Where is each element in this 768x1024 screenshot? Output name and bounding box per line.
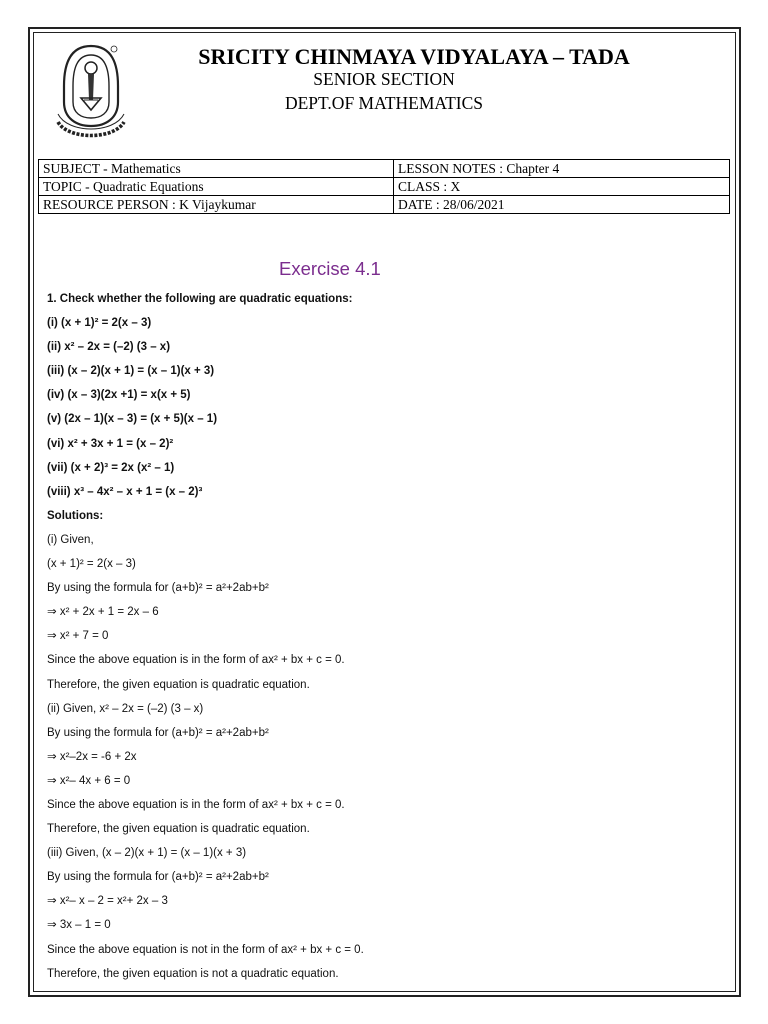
solution-line: (ii) Given, x² – 2x = (–2) (3 – x) — [47, 702, 204, 715]
info-row — [39, 178, 730, 196]
resource-person-cell: RESOURCE PERSON : K Vijaykumar — [39, 196, 394, 214]
question-item: (i) (x + 1)² = 2(x – 3) — [47, 317, 152, 330]
solution-line: Therefore, the given equation is quadratic equation. — [47, 823, 310, 836]
solution-line: (iii) Given, (x – 2)(x + 1) = (x – 1)(x + 3) — [47, 847, 247, 860]
solution-line: By using the formula for (a+b)² = a²+2ab+b² — [47, 582, 269, 595]
solution-line: By using the formula for (a+b)² = a²+2ab+b² — [47, 726, 269, 739]
question-item: (iii) (x – 2)(x + 1) = (x – 1)(x + 3) — [47, 365, 215, 378]
solution-line: (i) Given, — [47, 533, 94, 546]
solution-line: ⇒ x²–2x = -6 + 2x — [47, 750, 137, 763]
solution-line: ⇒ x²– 4x + 6 = 0 — [47, 774, 131, 787]
subject-cell: SUBJECT - Mathematics — [39, 160, 394, 178]
question-item: (viii) x³ – 4x² – x + 1 = (x – 2)³ — [47, 485, 203, 498]
solution-line: Since the above equation is in the form of ax² + bx + c = 0. — [47, 798, 345, 811]
question-item: (vi) x² + 3x + 1 = (x – 2)² — [47, 437, 174, 450]
solution-line: ⇒ 3x – 1 = 0 — [47, 919, 111, 932]
info-row — [39, 196, 730, 214]
department-name: DEPT.OF MATHEMATICS — [284, 93, 484, 113]
solution-line: (x + 1)² = 2(x – 3) — [47, 558, 136, 571]
exercise-content — [47, 287, 727, 986]
solution-line: ⇒ x²– x – 2 = x²+ 2x – 3 — [47, 895, 168, 908]
exercise-title: Exercise 4.1 — [279, 258, 381, 279]
solution-line: Since the above equation is not in the form of ax² + bx + c = 0. — [47, 943, 364, 956]
solution-line: Therefore, the given equation is not a quadratic equation. — [47, 967, 339, 980]
lesson-cell: LESSON NOTES : Chapter 4 — [394, 160, 730, 178]
class-cell: CLASS : X — [394, 178, 730, 196]
solution-line: Therefore, the given equation is quadratic equation. — [47, 678, 310, 691]
question-item: (v) (2x – 1)(x – 3) = (x + 5)(x – 1) — [47, 413, 218, 426]
solution-line: By using the formula for (a+b)² = a²+2ab+b² — [47, 871, 269, 884]
question-heading: 1. Check whether the following are quadratic equations: — [47, 293, 353, 305]
section-name: SENIOR SECTION — [313, 69, 455, 89]
solution-line: Since the above equation is in the form of ax² + bx + c = 0. — [47, 654, 345, 667]
date-cell: DATE : 28/06/2021 — [394, 196, 730, 214]
topic-cell: TOPIC - Quadratic Equations — [39, 178, 394, 196]
question-item: (iv) (x – 3)(2x +1) = x(x + 5) — [47, 389, 191, 402]
question-item: (ii) x² – 2x = (–2) (3 – x) — [47, 341, 171, 354]
school-name: SRICITY CHINMAYA VIDYALAYA – TADA — [198, 44, 630, 69]
solution-line: ⇒ x² + 2x + 1 = 2x – 6 — [47, 606, 159, 619]
solution-line: ⇒ x² + 7 = 0 — [47, 630, 109, 643]
info-row — [39, 160, 730, 178]
solutions-heading: Solutions: — [47, 509, 104, 522]
lesson-info-table — [38, 159, 730, 214]
question-item: (vii) (x + 2)³ = 2x (x² – 1) — [47, 461, 175, 474]
